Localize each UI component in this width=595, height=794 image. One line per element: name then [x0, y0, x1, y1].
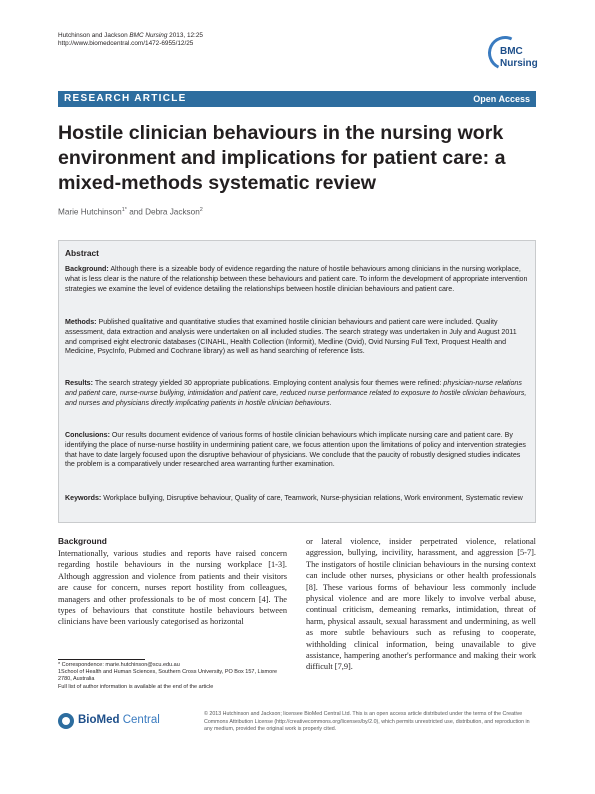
- author-joiner: and: [126, 207, 146, 217]
- logo-text-bmc: BMC: [500, 46, 523, 57]
- body-left-column: Internationally, various studies and reports have raised concern regarding hostile behaviours in the nursing workplace [1-3]. Although aggression and violence from patients and their visitors are cause for concern, nurses report hostility from colleagues, managers and other professionals to be of most concern [4]. The types of behaviours that constitute hostile behaviours between clinicians have been variously categorised as horizontal: [58, 549, 287, 627]
- citation-line: [58, 32, 203, 40]
- background-heading: Background: [58, 536, 107, 546]
- author-name[interactable]: Marie Hutchinson: [58, 207, 122, 217]
- citation-header: [58, 32, 203, 49]
- biomed-mark-icon: [58, 713, 74, 729]
- biomed-logo-bold: BioMed: [78, 714, 120, 726]
- biomed-logo-text: [78, 714, 160, 726]
- abstract-heading: Abstract: [65, 248, 99, 258]
- article-type-label: RESEARCH ARTICLE: [64, 93, 187, 104]
- citation-url[interactable]: http://www.biomedcentral.com/1472-6955/12/25: [58, 40, 194, 48]
- methods-text: Published qualitative and quantitative studies that examined hostile clinician behaviours and patient care were included. Quality assessment, data extraction and analysis were undertaken on all included studies. The search strategy was undertaken in July and August 2011 and comprised eight electronic databases (CINAHL, Health Collection (Informit), Medline (Ovid), Ovid Nursing Full Text, Proquest Health and Medicine, PsycInfo, Pubmed and Cochrane library) as well as hand searching of reference lists.: [65, 318, 517, 356]
- citation-journal: BMC Nursing: [129, 32, 168, 39]
- license-text: © 2013 Hutchinson and Jackson; licensee BioMed Central Ltd. This is an open access article distributed under the terms of the Creative Commons Attribution License (http://creativecommons.org/licenses/by/2.0), which permits unrestricted use, distribution, and reproduction in any medium, provided the original work is properly cited.: [204, 711, 530, 733]
- affiliation-note: 1School of Health and Human Sciences, Southern Cross University, PO Box 157, Lismore 2780, Australia: [58, 669, 278, 683]
- background-label: Background:: [65, 265, 109, 273]
- abstract-results: [65, 379, 528, 408]
- article-type-banner: [58, 91, 536, 107]
- abstract-box: [58, 240, 536, 523]
- biomed-logo-central: Central: [119, 714, 160, 726]
- results-end: .: [329, 398, 332, 407]
- keywords-text: Workplace bullying, Disruptive behaviour, Quality of care, Teamwork, Nurse-physician relations, Work environment, Systematic review: [101, 494, 523, 502]
- conclusions-label: Conclusions:: [65, 431, 110, 439]
- abstract-conclusions: [65, 431, 528, 470]
- methods-label: Methods:: [65, 318, 97, 326]
- abstract-methods: [65, 318, 528, 357]
- keywords-label: Keywords:: [65, 494, 102, 502]
- results-label: Results:: [65, 379, 93, 387]
- body-right-column: or lateral violence, insider perpetrated violence, relational aggression, bullying, incivility, harassment, and aggression [5-7]. The instigators of hostile clinician behaviours in the nursing context can include other nurses, physicians or other health professionals [8]. These various forms of behaviour less commonly include physical violence and are more likely to involve verbal abuse, continual criticism, demeaning remarks, intimidation, threat of harm, physical assault, sexual harassment and undermining, as well as more subtle behaviours such as refusing to cooperate, withholding clinical information, being unavailable to give assistance, hampering another's performance and making their work difficult [7,9].: [306, 537, 536, 672]
- results-text: The search strategy yielded 30 appropriate publications. Employing content analysis four themes were refined:: [93, 379, 444, 387]
- author-list: [58, 207, 203, 217]
- author-affiliation-marker: 2: [199, 207, 203, 213]
- correspondence-note[interactable]: * Correspondence: marie.hutchinson@scu.edu.au: [58, 662, 180, 668]
- author-name[interactable]: Debra Jackson: [145, 207, 200, 217]
- author-info-note: Full list of author information is available at the end of the article: [58, 683, 214, 690]
- footnotes: [58, 662, 288, 691]
- results-themes: physician-nurse relations and patient care, nurse-nurse bullying, intimidation and patient care, reduced nurse performance related to exposure to hostile clinician behaviours, and nurses and physicians directly implicating patients in hostile clinician behaviours: [65, 379, 527, 407]
- biomed-central-logo: [58, 712, 178, 732]
- abstract-background: [65, 265, 528, 294]
- article-title: Hostile clinician behaviours in the nursing work environment and implications for patient care: a mixed-methods systematic review: [58, 122, 506, 194]
- citation-volume: 2013, 12:25: [167, 32, 203, 39]
- open-access-label: Open Access: [473, 93, 530, 104]
- bmc-nursing-logo: [486, 32, 544, 74]
- footnote-divider: [58, 659, 145, 660]
- logo-text-nursing: Nursing: [500, 58, 538, 69]
- background-text: Although there is a sizeable body of evidence regarding the nature of hostile behaviours among clinicians in the nursing workplace, what is less clear is the nature of the relationship between these behaviours and patient care. To inform the development of appropriate intervention strategies we examine the level of evidence detailing the relationships between hostile clinician behaviours and patient care.: [65, 265, 528, 293]
- author-affiliation-marker: 1*: [121, 207, 127, 213]
- citation-authors: Hutchinson and Jackson: [58, 32, 130, 39]
- conclusions-text: Our results document evidence of various forms of hostile clinician behaviours which implicate nursing care and patient care. By identifying the place of nurse-nurse hostility in undermining patient care, we focus attention upon the limitations of policy and intervention strategies that have to date largely focused upon the disruptive behaviour of physicians. We conclude that the paucity of robustly designed studies indicates the problem is a comparatively under researched area warranting further examination.: [65, 431, 526, 469]
- abstract-keywords: [65, 494, 528, 504]
